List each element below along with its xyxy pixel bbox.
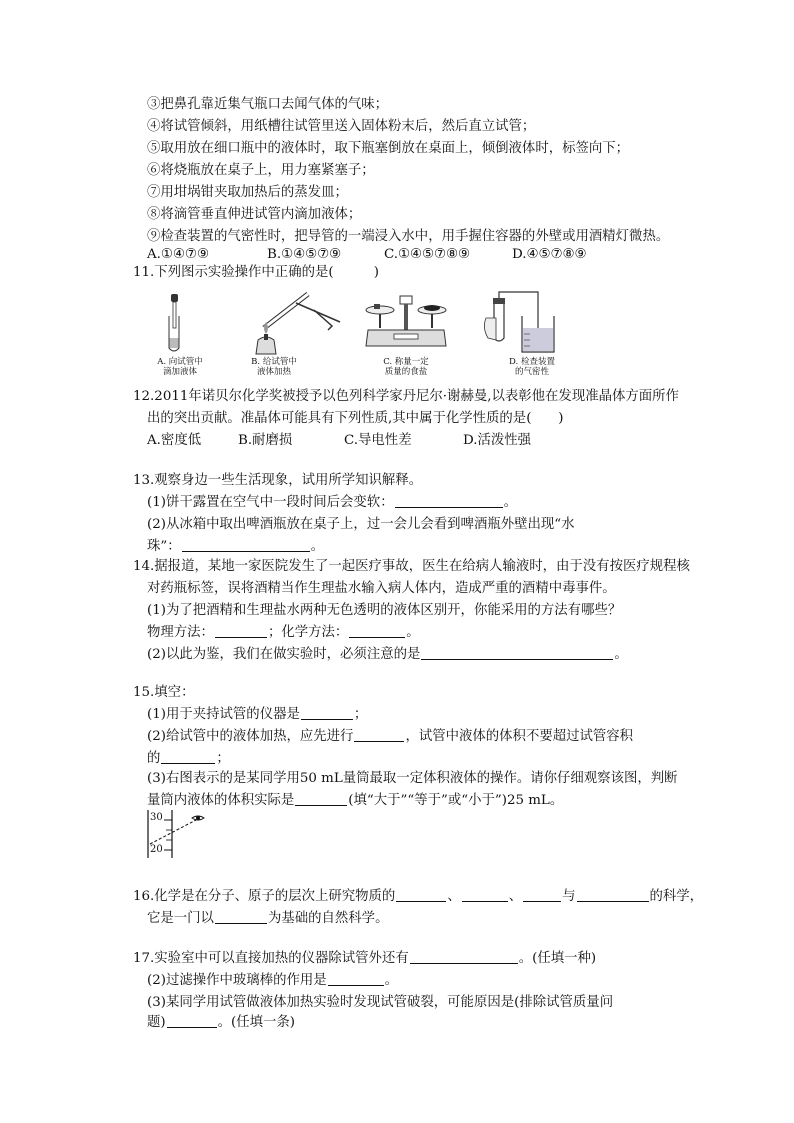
q16-sep-1: 、 — [447, 889, 461, 904]
heating-test-tube-figure — [252, 288, 344, 356]
figure-b-caption-1: B. 给试管中 — [251, 357, 297, 367]
q13-sub1 — [147, 493, 517, 513]
q14-physical-label: 物理方法： — [147, 625, 214, 640]
q14-methods-line — [147, 623, 420, 643]
q16-text-a: 16.化学是在分子、原子的层次上研究物质的 — [133, 889, 396, 904]
q16-line2 — [147, 909, 388, 929]
q17-sub3-blank[interactable] — [167, 1013, 217, 1028]
q15-sub3-line1: (3)右图表示的是某同学用50 mL量筒最取一定体积液体的操作。请你仔细观察该图，判断 — [147, 771, 678, 786]
q17-sub3-line2 — [147, 1013, 295, 1033]
q17-text-a-end: 。(任填一种) — [518, 951, 597, 966]
q15-sub3-text: 量筒内液体的体积实际是 — [147, 793, 295, 808]
q16-blank-4[interactable] — [577, 887, 649, 902]
q15-sub2-end: ； — [216, 751, 230, 766]
cylinder-mark-20: 20 — [150, 844, 163, 855]
q15-sub1 — [147, 705, 367, 725]
balance-scale-figure — [364, 294, 448, 354]
q10-item-6: ⑥将烧瓶放在桌子上，用力塞紧塞子； — [147, 163, 375, 178]
q10-item-3: ③把鼻孔靠近集气瓶口去闻气体的气味； — [147, 97, 389, 112]
q16-blank-3[interactable] — [523, 887, 561, 902]
q15-sub2-line2 — [147, 749, 230, 769]
q10-option-d: D.④⑤⑦⑧⑨ — [512, 247, 587, 262]
q10-item-7: ⑦用坩埚钳夹取加热后的蒸发皿； — [147, 185, 348, 200]
figure-d-caption-1: D. 检查装置 — [509, 357, 555, 367]
q12-option-c: C.导电性差 — [344, 433, 412, 448]
q11-stem: 11.下列图示实验操作中正确的是( ) — [133, 265, 379, 280]
airtightness-check-figure — [480, 288, 562, 358]
q15-sub1-blank[interactable] — [301, 705, 353, 720]
q16-blank-5[interactable] — [215, 909, 267, 924]
q10-item-5: ⑤取用放在细口瓶中的液体时，取下瓶塞倒放在桌面上，倾倒液体时，标签向下； — [147, 141, 630, 156]
q15-sub2-blank-1[interactable] — [354, 727, 404, 742]
q17-sub3-end: 。(任填一条) — [217, 1015, 296, 1030]
q14-methods-end: 。 — [406, 625, 420, 640]
q10-item-4: ④将试管倾斜，用纸槽往试管里送入固体粉末后，然后直立试管； — [147, 119, 536, 134]
q16-blank-2[interactable] — [462, 887, 508, 902]
q14-sub2 — [147, 645, 628, 665]
figure-c-caption-2: 质量的食盐 — [384, 367, 428, 377]
q17-line1 — [133, 949, 596, 969]
q13-answer-blank-1[interactable] — [395, 493, 503, 508]
q17-sub2-blank[interactable] — [328, 971, 384, 986]
q10-item-8: ⑧将滴管垂直伸进试管内滴加液体； — [147, 207, 362, 222]
q14-sub2-text: (2)以此为鉴，我们在做实验时，必须注意的是 — [147, 647, 421, 662]
q14-stem-line2: 对药瓶标签，误将酒精当作生理盐水输入病人体内，造成严重的酒精中毒事件。 — [147, 581, 616, 596]
q13-answer-blank-2[interactable] — [182, 537, 310, 552]
cylinder-mark-30: 30 — [150, 812, 163, 823]
q15-sub3-blank[interactable] — [295, 791, 347, 806]
q17-sub2-text: (2)过滤操作中玻璃棒的作用是 — [147, 973, 327, 988]
q14-stem-line1: 14.据报道，某地一家医院发生了一起医疗事故，医生在给病人输液时，由于没有按医疗规程核 — [133, 559, 690, 574]
q15-sub1-end: ； — [353, 707, 368, 722]
q13-sub2-line1: (2)从冰箱中取出啤酒瓶放在桌子上，过一会儿会看到啤酒瓶外壁出现“水 — [147, 517, 575, 532]
q15-sub2-text-a: (2)给试管中的液体加热，应先进行 — [147, 729, 354, 744]
q15-sub3-end: (填“大于”“等于”或“小于”)25 mL。 — [348, 793, 564, 808]
q16-with: 与 — [562, 889, 576, 904]
q16-line1 — [133, 887, 703, 907]
dropper-test-tube-figure — [160, 292, 200, 354]
q17-blank-1[interactable] — [410, 949, 518, 964]
q10-option-a: A.①④⑦⑨ — [147, 247, 209, 262]
q14-chemical-label: ；化学方法： — [267, 625, 349, 640]
q17-sub2 — [147, 971, 398, 991]
q14-sub2-blank[interactable] — [421, 645, 613, 660]
figure-a-caption-2: 滴加液体 — [162, 367, 197, 377]
q12-stem-line2: 出的突出贡献。准晶体可能具有下列性质,其中属于化学性质的是( ) — [147, 411, 564, 426]
q13-sub1-text: (1)饼干露置在空气中一段时间后会变软： — [147, 495, 394, 510]
q12-option-d: D.活泼性强 — [463, 433, 532, 448]
figure-a-caption-1: A. 向试管中 — [157, 357, 203, 367]
q12-stem-line1: 12.2011年诺贝尔化学奖被授予以色列科学家丹尼尔·谢赫曼,以表彰他在发现准晶体方面所作 — [133, 389, 679, 404]
q10-option-b: B.①④⑤⑦⑨ — [267, 247, 342, 262]
q15-stem: 15.填空： — [133, 685, 195, 700]
q15-sub2-blank-2[interactable] — [161, 749, 215, 764]
q17-sub3-line1: (3)某同学用试管做液体加热实验时发现试管破裂，可能原因是(排除试管质量问 — [147, 995, 614, 1010]
figure-c-caption-1: C. 称量一定 — [383, 357, 429, 367]
q17-sub3-text: 题) — [147, 1015, 166, 1030]
q17-sub2-end: 。 — [384, 973, 399, 988]
q14-sub1: (1)为了把酒精和生理盐水两种无色透明的液体区别开，你能采用的方法有哪些？ — [147, 603, 622, 618]
q16-tail: 的科学， — [649, 889, 704, 904]
q15-sub2-line1 — [147, 727, 633, 747]
q15-sub2-text-c: 的 — [147, 751, 161, 766]
q16-sep-2: 、 — [508, 889, 523, 904]
q13-sub2-line2 — [147, 537, 324, 557]
q14-sub2-end: 。 — [614, 647, 628, 662]
q17-text-a: 17.实验室中可以直接加热的仪器除试管外还有 — [133, 951, 409, 966]
q15-sub2-text-b: ，试管中液体的体积不要超过试管容积 — [405, 729, 634, 744]
q16-blank-1[interactable] — [396, 887, 446, 902]
q12-option-a: A.密度低 — [147, 433, 202, 448]
q10-item-9: ⑨检查装置的气密性时，把导管的一端浸入水中，用手握住容器的外壁或用酒精灯微热。 — [147, 229, 670, 244]
q16-text-b-end: 为基础的自然科学。 — [267, 911, 389, 926]
q10-option-c: C.①④⑤⑦⑧⑨ — [384, 247, 471, 262]
figure-d-caption-2: 的气密性 — [514, 367, 549, 377]
q16-text-b: 它是一门以 — [147, 911, 214, 926]
q12-option-b: B.耐磨损 — [238, 433, 293, 448]
q13-sub2-end: 。 — [310, 539, 325, 554]
q13-sub2-text: 珠”： — [147, 539, 181, 554]
q14-chemical-blank[interactable] — [349, 623, 405, 638]
q15-sub1-text: (1)用于夹持试管的仪器是 — [147, 707, 300, 722]
q13-sub1-end: 。 — [503, 495, 517, 510]
q14-physical-blank[interactable] — [215, 623, 267, 638]
q13-stem: 13.观察身边一些生活现象，试用所学知识解释。 — [133, 473, 423, 488]
figure-b-caption-2: 液体加热 — [256, 367, 291, 377]
